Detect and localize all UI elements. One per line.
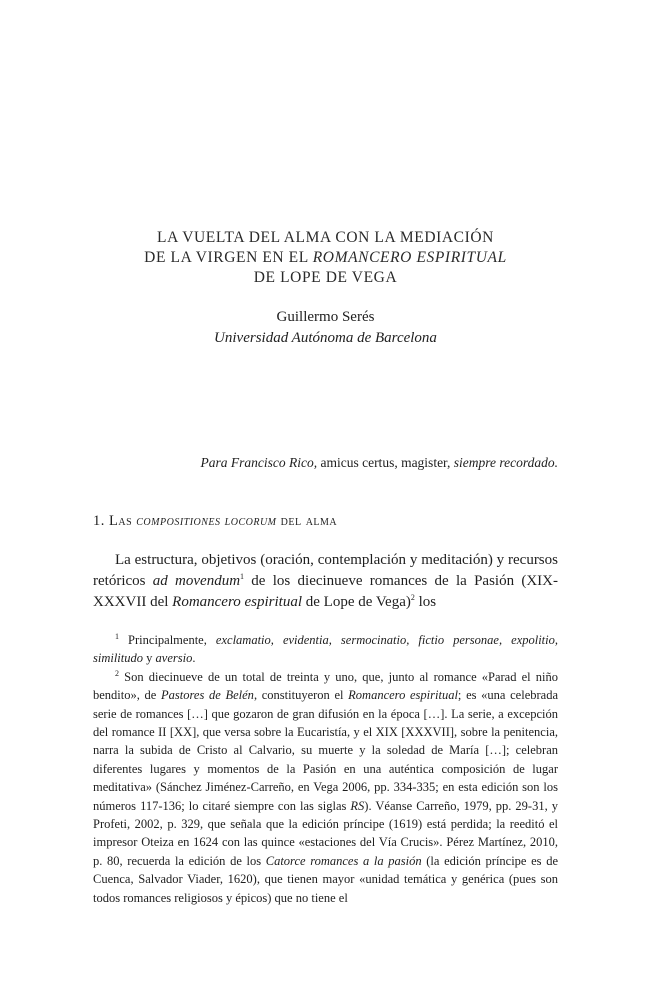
footnote-mark: 2 — [115, 668, 119, 678]
title-line-2: DE LA VIRGEN EN EL ROMANCERO ESPIRITUAL — [144, 249, 507, 266]
section-heading: 1. Las compositiones locorum del alma — [93, 513, 338, 529]
article-title — [93, 228, 558, 288]
footnotes — [93, 631, 558, 907]
footnote-1: $^1$ Principalmente, exclamatio, evidentia, sermocinatio, fictio personae, expolitio, similitudo y aversio. — [93, 631, 559, 666]
footnote-mark: 1 — [115, 631, 119, 641]
footnote-ref-2[interactable]: 2 — [410, 593, 415, 602]
title-line-3: DE LOPE DE VEGA — [253, 269, 398, 286]
author-name: Guillermo Serés — [276, 309, 375, 325]
footnote-2: $^2$ Son diecinueve de un total de treinta y uno, que, junto al romance «Parad el niño bendito», de Pastores de Belén, constituyeron el Romancero espiritual; es «una celebrada serie de romances […] que gozaron de gran difusión en la época […]. La serie, a excepción del romance II [XX], que versa sobre la Eucaristía, y el XIX [XXXVII], sobre la penitencia, narra la subida de Cristo al Calvario, su muerte y la soledad de María […]; celebran diferentes lugares y momentos de la Pasión en una auténtica composición de lugar meditativa» (Sánchez Jiménez-Carreño, en Vega 2006, pp. 334-335; en esta edición son los números 117-136; lo citaré siempre con las siglas RS). Véanse Carreño, 1979, pp. 29-31, y Profeti, 2002, p. 329, que señala que la edición príncipe (1619) está perdida; la reeditó el impresor Oteiza en 1624 con las quince «estaciones del Vía Crucis». Pérez Martínez, 2010, p. 80, recuerda la edición de los Catorce romances a la pasión (la edición príncipe es de Cuenca, Salvador Viader, 1620), que tienen mayor «unidad temática y genérica (pues son todos romances religiosos y épicos) que no tiene el — [93, 668, 559, 905]
paragraph: La estructura, objetivos (oración, contemplación y meditación) y recursos retóricos ad movendum$^1$ de los diecinueve romances de la Pasión (XIX-XXXVII del Romancero espiritual de Lope de Vega)$^2$ los — [93, 552, 558, 610]
body-text — [93, 550, 558, 613]
title-line-1: LA VUELTA DEL ALMA CON LA MEDIACIÓN — [157, 229, 494, 246]
dedication: Para Francisco Rico, amicus certus, magister, siempre recordado. — [200, 455, 558, 470]
footnote-ref-1[interactable]: 1 — [240, 572, 245, 581]
author-affiliation: Universidad Autónoma de Barcelona — [214, 330, 437, 346]
title-work-name: ROMANCERO ESPIRITUAL — [312, 249, 507, 266]
